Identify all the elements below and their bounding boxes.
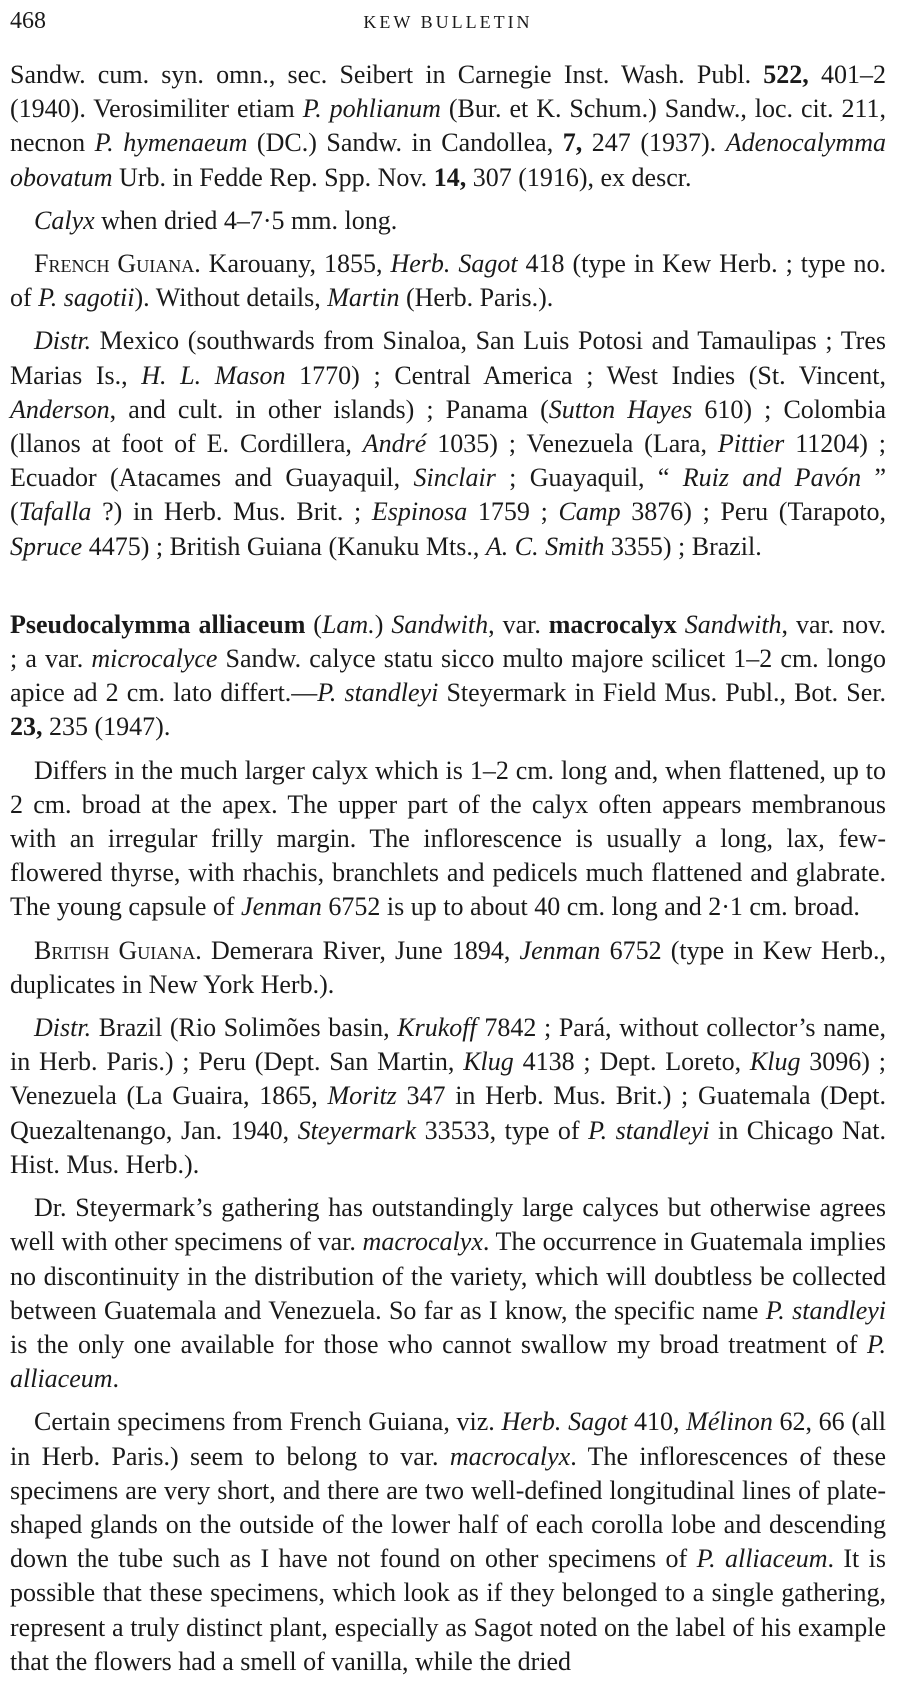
text-run: (Herb. Paris.).	[399, 283, 554, 313]
text-run: 4138 ; Dept. Loreto,	[513, 1047, 750, 1077]
italic-text: P. sagotii	[38, 283, 135, 313]
italic-text: André	[362, 429, 427, 459]
text-run: Sandw. cum. syn. omn., sec. Seibert in Carnegie Inst. Wash. Publ.	[10, 60, 764, 89]
discussion-paragraph	[10, 1191, 886, 1396]
species-heading-paragraph	[10, 608, 886, 745]
text-run: , var.	[488, 609, 549, 639]
distribution-paragraph-2	[10, 1011, 886, 1182]
italic-text: Jenman	[241, 892, 322, 922]
text-run: . It is possible that these specimens, which look as if they belonged to a single gathering, represent a truly distinct plant, especially as Sagot noted on the label of his example that the flowers had a smell of vanilla, while the dried	[10, 1544, 886, 1676]
italic-text: P. alliaceum	[696, 1544, 828, 1574]
page-body	[10, 58, 886, 1679]
italic-text: P. hymenaeum	[94, 128, 248, 158]
text-run: 1759 ;	[467, 497, 559, 527]
text-run: )	[374, 609, 392, 639]
text-run: . The inflorescences of these specimens are very short, and there are two well-defined longitudinal lines of plate-shaped glands on the outside of the lower half of each corolla lobe and descending down the tube such as I have not found on other specimens of	[10, 1441, 886, 1574]
italic-text: Tafalla	[18, 497, 92, 527]
bold-text: 23,	[10, 712, 43, 742]
text-run: (	[305, 609, 322, 639]
small-caps-text: British Guiana.	[34, 935, 202, 965]
text-run: is the only one available for those who cannot swallow my broad treatment of	[10, 1329, 867, 1359]
italic-text: Herb. Sagot	[390, 249, 518, 279]
italic-text: Spruce	[10, 531, 83, 561]
text-run: when dried 4–7·5 mm. long.	[94, 205, 398, 235]
calyx-note	[10, 204, 886, 238]
italic-text: Espinosa	[371, 497, 468, 527]
text-run: 307 (1916), ex descr.	[466, 162, 692, 192]
italic-text: P. pohlianum	[302, 94, 441, 124]
italic-text: Krukoff	[397, 1013, 477, 1043]
text-run: Karouany, 1855,	[200, 249, 391, 279]
italic-text: Sandwith	[684, 609, 782, 639]
text-run: 235 (1947).	[42, 712, 171, 742]
text-run: 33533, type of	[416, 1115, 589, 1145]
text-run: 347 in Herb. Mus. Brit.) ; Guatemala (Dept. Quezaltenango, Jan. 1940,	[10, 1081, 886, 1145]
text-run: 6752 (type in Kew Herb., duplicates in New York Herb.).	[10, 935, 887, 999]
running-head: KEW BULLETIN	[363, 12, 533, 32]
text-run: Certain specimens from French Guiana, viz.	[34, 1407, 502, 1437]
text-run: Dr. Steyermark’s gathering has outstandingly large calyces but otherwise agrees well with other specimens of var.	[10, 1193, 886, 1257]
text-run: (DC.) Sandw. in Candollea,	[247, 128, 563, 158]
italic-text: Herb. Sagot	[501, 1407, 628, 1437]
italic-text: Sutton Hayes	[548, 394, 693, 424]
text-run: 3096) ; Venezuela (La Guaira, 1865,	[10, 1047, 886, 1111]
text-run: , var. nov. ; a var.	[10, 609, 886, 674]
text-run: ; Guayaquil, “	[495, 463, 683, 493]
bold-text: 14,	[433, 162, 467, 192]
italic-text: P. standleyi	[588, 1115, 710, 1145]
italic-text: P. alliaceum	[10, 1329, 886, 1394]
italic-text: H. L. Mason	[141, 360, 286, 390]
text-run: . The occurrence in Guatemala implies no discontinuity in the distribution of the variety, which will doubtless be collected between Guatemala and Venezuela. So far as I know, the specific name	[10, 1227, 886, 1325]
italic-text: Mélinon	[686, 1407, 773, 1437]
text-run: 1035) ; Venezuela (Lara,	[426, 429, 718, 459]
text-run: 3355) ; Brazil.	[604, 531, 762, 561]
text-run	[677, 610, 685, 639]
italic-text: A. C. Smith	[485, 531, 605, 561]
text-run: 247 (1937).	[582, 128, 726, 158]
text-run: , and cult. in other islands) ; Panama (	[109, 394, 549, 424]
italic-text: Steyermark	[297, 1115, 417, 1145]
italic-text: macrocalyx	[449, 1441, 571, 1471]
text-run: 3876) ; Peru (Tarapoto,	[620, 497, 886, 527]
text-run: 4475) ; British Guiana (Kanuku Mts.,	[82, 531, 486, 561]
synonymy-paragraph	[10, 58, 886, 195]
italic-text: P. standleyi	[765, 1295, 886, 1325]
italic-text: Calyx	[34, 205, 95, 235]
page-number: 468	[10, 8, 46, 34]
text-run: ” (	[10, 463, 886, 527]
text-run: 7842 ; Pará, without collector’s name, in Herb. Paris.) ; Peru (Dept. San Martin,	[10, 1013, 886, 1077]
text-run: Steyermark in Field Mus. Publ., Bot. Ser.	[438, 678, 886, 708]
french-guiana-discussion	[10, 1405, 886, 1679]
text-run: 401–2 (1940). Verosimiliter etiam	[10, 60, 887, 124]
text-run: Sandw. calyce statu sicco multo majore scilicet 1–2 cm. longo apice ad 2 cm. lato differt.—	[10, 644, 886, 708]
bold-text: macrocalyx	[548, 609, 677, 639]
british-guiana-specimens	[10, 934, 886, 1002]
italic-text: Lam.	[321, 609, 375, 639]
text-run: (Bur. et K. Schum.) Sandw., loc. cit. 211, necnon	[10, 94, 886, 158]
text-run: .	[112, 1364, 120, 1394]
italic-text: Klug	[463, 1047, 514, 1077]
italic-text: Distr.	[34, 326, 92, 356]
text-run: 11204) ; Ecuador (Atacames and Guayaquil,	[10, 429, 887, 493]
bold-text: Pseudocalymma alliaceum	[10, 609, 306, 639]
italic-text: Pittier	[717, 429, 785, 459]
italic-text: Sandwith	[391, 609, 489, 639]
text-run: in Chicago Nat. Hist. Mus. Herb.).	[10, 1115, 886, 1179]
text-run: 418 (type in Kew Herb. ; type no. of	[10, 249, 886, 313]
text-run: 410,	[627, 1407, 687, 1437]
italic-text: Distr.	[34, 1013, 92, 1043]
italic-text: Jenman	[519, 935, 601, 965]
italic-text: Klug	[749, 1047, 801, 1077]
italic-text: P. standleyi	[317, 678, 439, 708]
italic-text: microcalyce	[91, 644, 218, 674]
italic-text: Martin	[327, 283, 400, 313]
text-run: 1770) ; Central America ; West Indies (St. Vincent,	[285, 360, 886, 390]
text-run: ?) in Herb. Mus. Brit. ;	[91, 497, 372, 527]
description-paragraph	[10, 754, 886, 925]
bold-text: 522,	[763, 60, 809, 89]
italic-text: Moritz	[327, 1081, 397, 1111]
italic-text: macrocalyx	[362, 1227, 483, 1257]
distribution-paragraph	[10, 324, 886, 563]
text-run: 6752 is up to about 40 cm. long and 2·1 cm. broad.	[321, 892, 860, 922]
text-run: Brazil (Rio Solimões basin,	[91, 1013, 398, 1043]
text-run: 62, 66 (all in Herb. Paris.) seem to belong to var.	[10, 1407, 886, 1471]
bold-text: 7,	[562, 128, 583, 158]
italic-text: Adenocalymma obovatum	[10, 128, 886, 192]
small-caps-text: French Guiana.	[34, 249, 201, 279]
french-guiana-specimens	[10, 247, 886, 315]
text-run: 610) ; Colombia (llanos at foot of E. Cordillera,	[10, 394, 887, 459]
italic-text: Sinclair	[413, 463, 496, 493]
text-run: Urb. in Fedde Rep. Spp. Nov.	[112, 162, 434, 192]
page-header	[10, 8, 886, 38]
italic-text: Camp	[558, 497, 621, 527]
text-run: Mexico (southwards from Sinaloa, San Luis Potosi and Tamaulipas ; Tres Marias Is.,	[10, 326, 886, 390]
text-run: ). Without details,	[134, 283, 328, 313]
italic-text: Anderson	[10, 394, 110, 424]
text-run: Demerara River, June 1894,	[201, 935, 520, 965]
italic-text: Ruiz and Pavón	[682, 463, 862, 493]
text-run: Differs in the much larger calyx which is 1–2 cm. long and, when flattened, up to 2 cm. broad at the apex. The upper part of the calyx often appears membranous with an irregular frilly margin. The inflorescence is usually a long, lax, few-flowered thyrse, with rhachis, branchlets and pedicels much flattened and glabrate. The young capsule of	[10, 755, 886, 922]
